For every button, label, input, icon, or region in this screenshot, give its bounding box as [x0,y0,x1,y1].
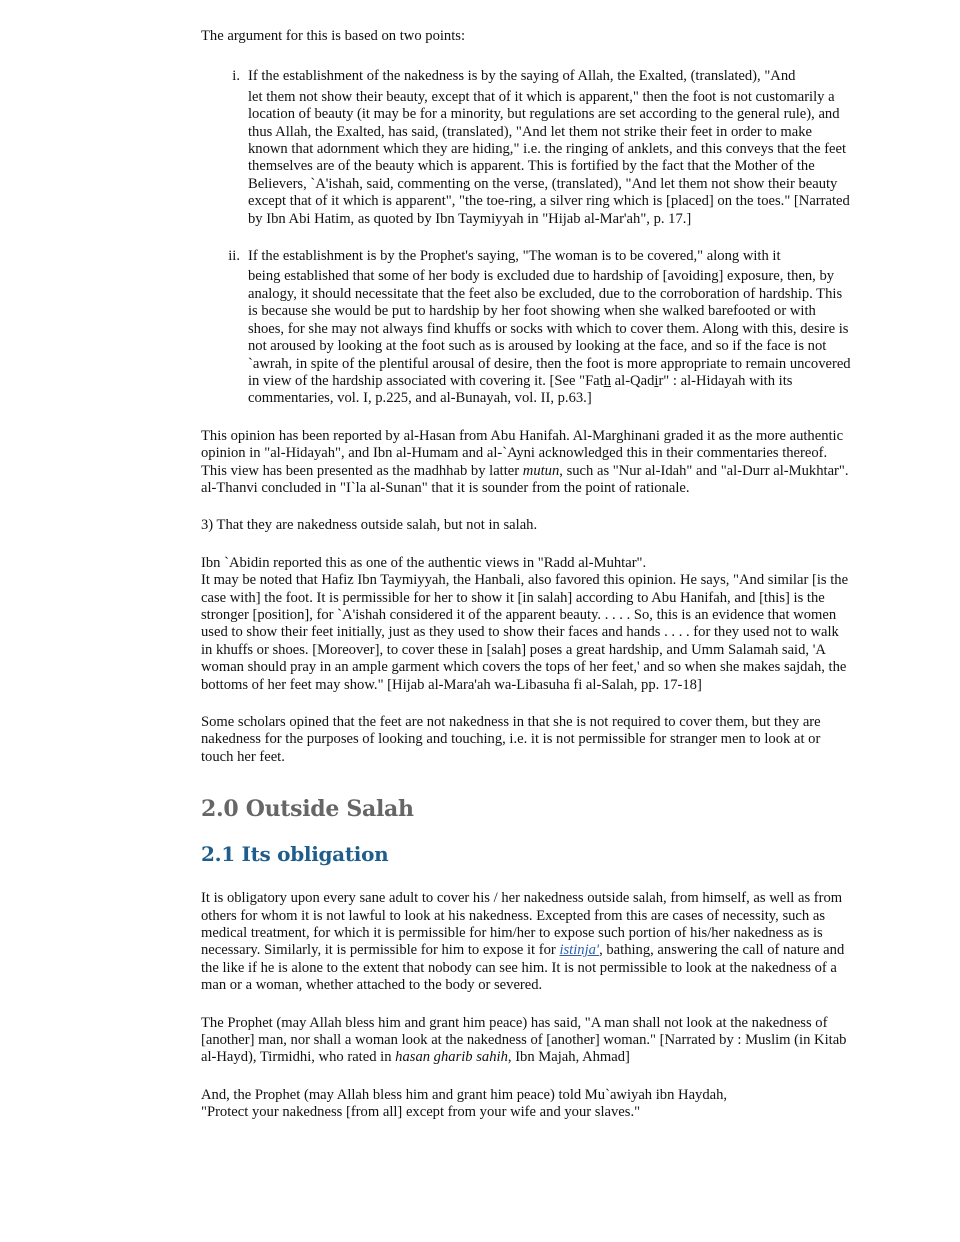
point-body [248,268,851,406]
intro-text: The argument for this is based on two points: [201,28,466,44]
subsection-heading: 2.1 Its obligation [201,842,389,867]
point-number: ii. [228,248,240,265]
point-body-underlined: i [654,372,659,389]
paragraph-text: , such as "Nur al-Idah" and "al-Durr al-Mukhtar". al-Thanvi concluded in "I`la al-Sunan" that it is sounder from the point of rationale. [201,462,849,496]
hadith-grade: hasan gharib sahih [395,1049,508,1066]
point-body-text: being established that some of her body is excluded due to hardship of [avoiding] exposure, then, by analogy, it should necessitate that the feet also be excluded, due to the corroboration of hardship. This is because she would be put to hardship by her foot showing when she walked barefooted or with shoes, for she may not always find khuffs or socks with which to cover them. Along with this, desire is not aroused by looking at the foot such as is aroused by looking at the face, and so if the face is not `awrah, in spite of the plentiful arousal of desire, then the foot is more appropriate to remain uncovered in view of the hardship associated with covering it. [See "Fat [248,268,851,389]
istinja-link[interactable]: istinja' [559,942,600,959]
section-heading: 2.0 Outside Salah [201,796,414,823]
point-number: i. [232,68,240,85]
point-body-text: r" : al-Hidayah with its commentaries, vol. I, p.225, and al-Bunayah, vol. II, p.63.] [248,372,793,407]
paragraph-text: , bathing, answering the call of nature and the like if he is alone to the extent that nobody can see him. It is not permissible to look at the nakedness of a man or a woman, whether attached to the body or severed. [201,942,845,994]
point-first-line: If the establishment of the nakedness is by the saying of Allah, the Exalted, (translated), "And [248,68,796,85]
paragraph-hasan [201,428,851,498]
paragraph-text: It is obligatory upon every sane adult to cover his / her nakedness outside salah, from himself, as well as from others for whom it is not lawful to look at his nakedness. Excepted from this are cases of necessity, such as medical treatment, for which it is permissible for him/her to expose such portion of his/her nakedness as is necessary. Similarly, it is permissible for him to expose it for [201,890,843,959]
argument-point-1 [201,68,851,228]
argument-points-list [201,68,851,407]
point-body-underlined: h [603,372,612,389]
paragraph-some-scholars: Some scholars opined that the feet are not nakedness in that she is not required to cover them, but they are nakedness for the purposes of looking and touching, i.e. it is not permissible for stranger men to look at or touch her feet. [201,714,821,765]
argument-point-2 [201,248,851,408]
paragraph-prophet-hadith [201,1015,851,1067]
paragraph-text: Ibn `Abidin reported this as one of the authentic views in "Radd al-Muhtar". [201,554,647,571]
point-body-text: al-Qad [611,372,655,389]
paragraph-third-opinion: 3) That they are nakedness outside salah, but not in salah. [201,517,538,534]
paragraph-text: This opinion has been reported by al-Hasan from Abu Hanifah. Al-Marghinani graded it as the more authentic opinion in "al-Hidayah", and Ibn al-Humam and al-`Ayni acknowledged this in their commentaries thereof. This view has been presented as the madhhab by latter [201,427,844,479]
document-page [201,28,851,1142]
point-body: let them not show their beauty, except that of it which is apparent," then the foot is not customarily a location of beauty (it may be for a minority, but regulations are set according to the general rule), and thus Allah, the Exalted, has said, (translated), "And let them not strike their feet in order to make known that adornment which they are hiding," i.e. the ringing of anklets, and this conveys that the feet themselves are of the beauty which is apparent. This is fortified by the fact that the Mother of the Believers, `A'ishah, said, commenting on the verse, (translated), "And let them not show their beauty except that of it which is apparent", "the toe-ring, a silver ring which is [placed] on the toes." [Narrated by Ibn Abi Hatim, as quoted by Ibn Taymiyyah in "Hijab al-Mar'ah", p. 17.] [248,88,850,227]
paragraph-ibn-abidin [201,555,851,694]
paragraph-text: The Prophet (may Allah bless him and grant him peace) has said, "A man shall not look at the nakedness of [another] man, nor shall a woman look at the nakedness of [another] woman." [Narrated by : Muslim (in Kitab al-Hayd), Tirmidhi, who rated in [201,1014,847,1066]
term-mutun: mutun [522,462,560,479]
paragraph-muawiyah [201,1087,851,1122]
paragraph-text: And, the Prophet (may Allah bless him and grant him peace) told Mu`awiyah ibn Haydah, [201,1086,728,1103]
paragraph-text: It may be noted that Hafiz Ibn Taymiyyah, the Hanbali, also favored this opinion. He says, "And similar [is the case with] the foot. It is permissible for her to show it [in salah] according to Abu Hanifah, and [this] is the stronger [position], for `A'ishah considered it of the apparent beauty. . . . . So, this is an evidence that women used to show their feet initially, just as they used to show their faces and hands . . . . for they used not to walk in khuffs or shoes. [Moreover], to cover these in [salah] poses a great hardship, and Umm Salamah said, 'A woman should pray in an ample garment which covers the tops of her feet,' and so when she makes sajdah, the bottoms of her feet may show." [Hijab al-Mara'ah wa-Libasuha fi al-Salah, pp. 17-18] [201,572,849,693]
point-first-line: If the establishment is by the Prophet's saying, "The woman is to be covered," along with it [248,248,781,265]
paragraph-obligation [201,890,851,994]
paragraph-text: "Protect your nakedness [from all] except from your wife and your slaves." [201,1104,641,1121]
paragraph-text: , Ibn Majah, Ahmad] [507,1049,630,1066]
